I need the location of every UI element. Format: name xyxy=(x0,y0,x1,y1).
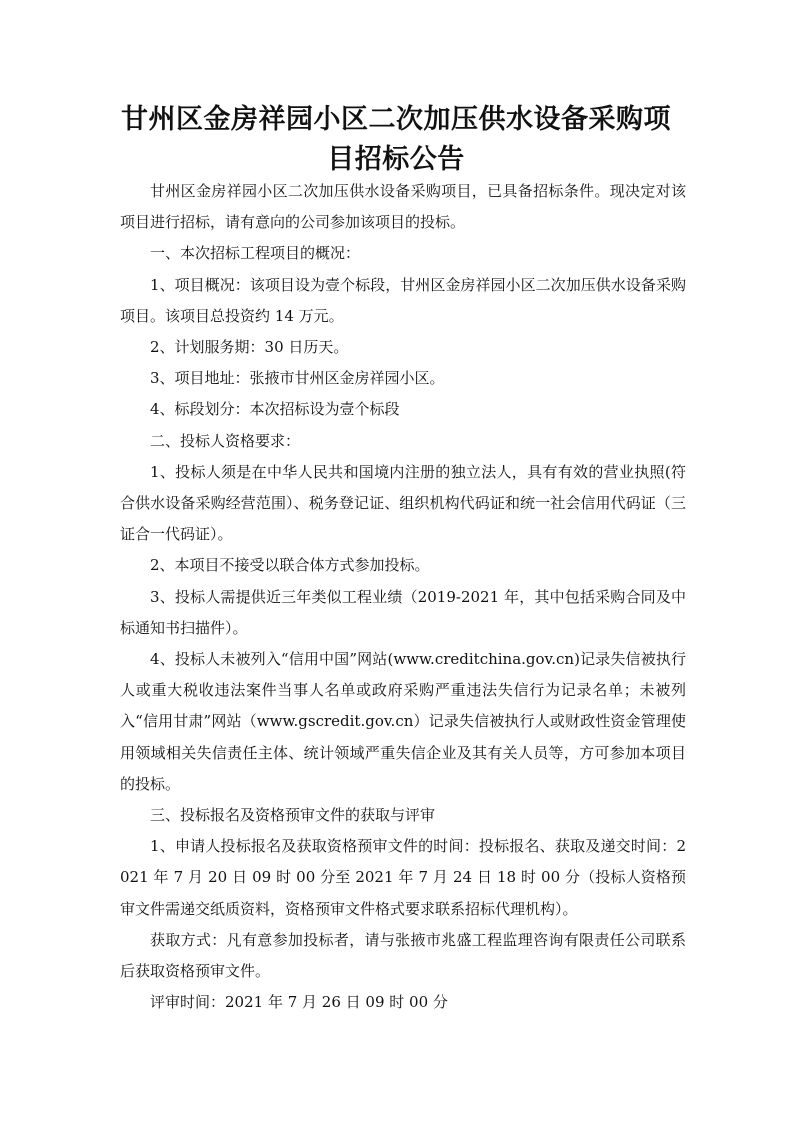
overview-item-2: 2、计划服务期：30 日历天。 xyxy=(150,338,349,357)
document-title-line-1: 甘州区金房祥园小区二次加压供水设备采购项 xyxy=(121,104,671,135)
intro-paragraph: 甘州区金房祥园小区二次加压供水设备采购项目，已具备招标条件。现决定对该项目进行招标，请有意向的公司参加该项目的投标。 xyxy=(120,182,686,232)
overview-item-4: 4、标段划分：本次招标设为壹个标段 xyxy=(150,400,400,419)
section-heading-qualification: 二、投标人资格要求： xyxy=(150,431,301,450)
section-heading-overview: 一、本次招标工程项目的概况： xyxy=(150,244,361,263)
section-heading-registration: 三、投标报名及资格预审文件的获取与评审 xyxy=(150,806,436,825)
acquisition-method: 获取方式：凡有意参加投标者，请与张掖市兆盛工程监理咨询有限责任公司联系后获取资格预审文件。 xyxy=(120,930,686,981)
review-time: 评审时间：2021 年 7 月 26 日 09 时 00 分 xyxy=(150,993,448,1012)
registration-item-1: 1、申请人投标报名及获取资格预审文件的时间：投标报名、获取及递交时间：2021 年 7 月 20 日 09 时 00 分至 2021 年 7 月 24 日 18 时 00 分（投标人资格预审文件需递交纸质资料，资格预审文件格式要求联系招标代理机构）。 xyxy=(120,837,686,918)
overview-item-3: 3、项目地址：张掖市甘州区金房祥园小区。 xyxy=(150,369,445,388)
overview-item-1: 1、项目概况：该项目设为壹个标段，甘州区金房祥园小区二次加压供水设备采购项目。该项目总投资约 14 万元。 xyxy=(120,275,686,325)
qualification-item-1: 1、投标人须是在中华人民共和国境内注册的独立法人，具有有效的营业执照(符合供水设备采购经营范围）、税务登记证、组织机构代码证和统一社会信用代码证（三证合一代码证）。 xyxy=(120,462,686,544)
document-body xyxy=(120,176,686,1018)
qualification-item-2: 2、本项目不接受以联合体方式参加投标。 xyxy=(150,556,430,575)
document-title-line-2: 目招标公告 xyxy=(327,144,465,175)
qualification-item-4: 4、投标人未被列入“信用中国”网站(www.creditchina.gov.cn)记录失信被执行人或重大税收违法案件当事人名单或政府采购严重违法失信行为记录名单；未被列入“信用甘肃”网站（www.gscredit.gov.cn）记录失信被执行人或财政性资金管理使用领域相关失信责任主体、统计领域严重失信企业及其有关人员等，方可参加本项目的投标。 xyxy=(120,650,686,793)
qualification-item-3: 3、投标人需提供近三年类似工程业绩（2019-2021 年，其中包括采购合同及中标通知书扫描件）。 xyxy=(120,587,686,637)
